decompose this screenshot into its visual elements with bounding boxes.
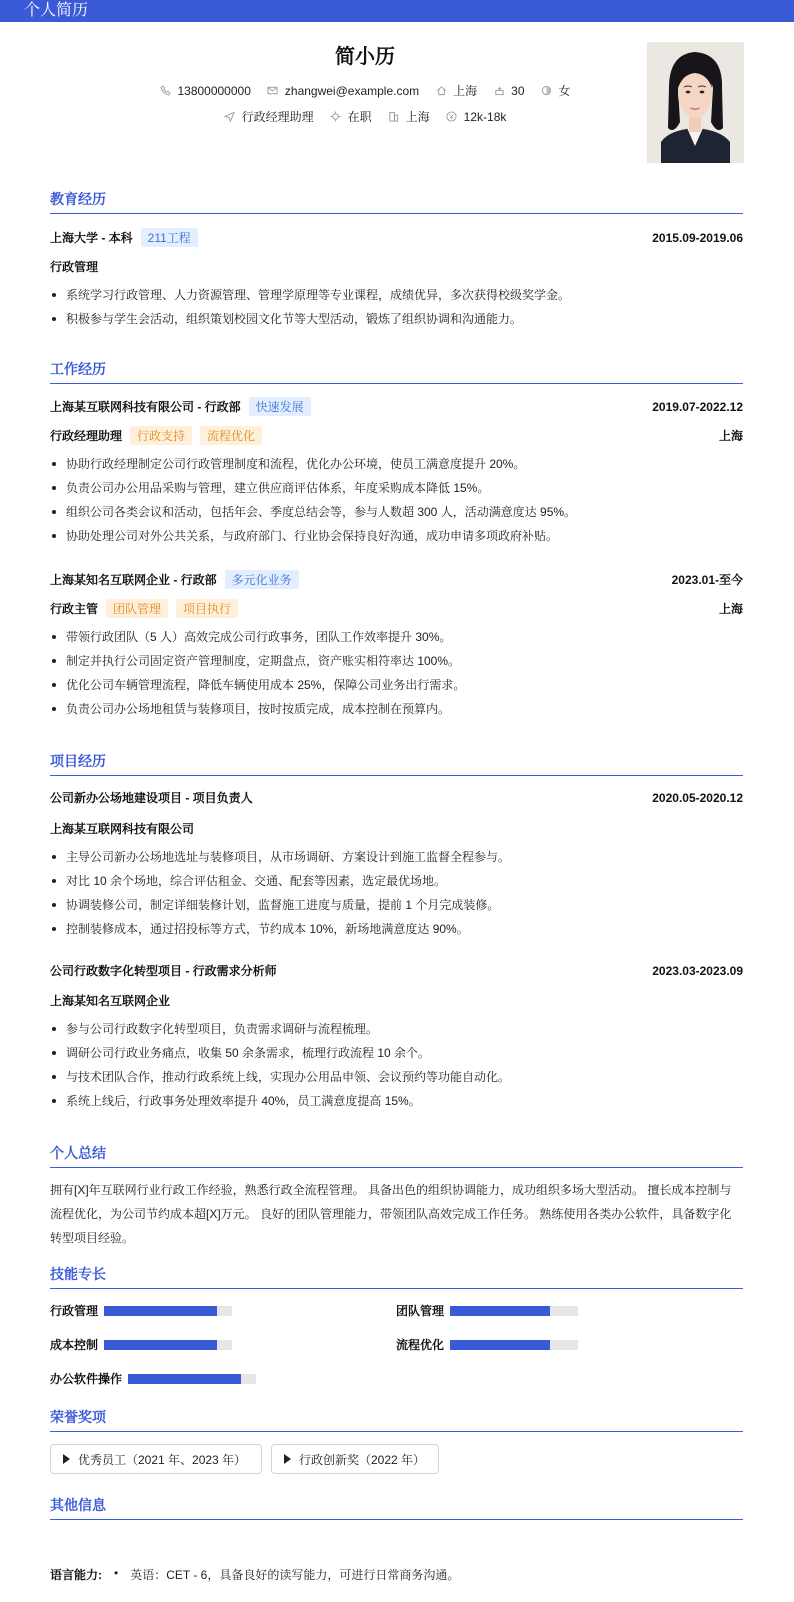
header-title: 个人简历	[24, 2, 89, 19]
project-bullets-1	[50, 845, 743, 941]
section-awards-title: 荣誉奖项	[50, 1407, 743, 1432]
skill-item	[50, 1302, 232, 1319]
language-row	[50, 1566, 459, 1583]
contact-row	[0, 82, 730, 99]
work-header-2	[50, 570, 743, 589]
section-skills-title: 技能专长	[50, 1264, 743, 1289]
skill-bar-fill	[450, 1306, 550, 1316]
list-item: 负责公司办公场地租赁与装修项目，按时按质完成，成本控制在预算内。	[50, 697, 743, 721]
skill-bar-fill	[104, 1340, 217, 1350]
skill-bar	[450, 1340, 578, 1350]
project-company: 上海某知名互联网企业	[50, 994, 171, 1008]
skill-name: 流程优化	[396, 1338, 445, 1352]
list-item: 主导公司新办公场地选址与装修项目，从市场调研、方案设计到施工监督全程参与。	[50, 845, 743, 869]
section-summary-title: 个人总结	[50, 1143, 743, 1168]
home-icon	[435, 85, 447, 97]
list-item: 负责公司办公用品采购与管理，建立供应商评估体系，年度采购成本降低 15%。	[50, 476, 743, 500]
role-tag: 行政支持	[130, 426, 192, 445]
send-icon	[224, 111, 236, 123]
company-tag: 快速发展	[249, 397, 311, 416]
list-item: 对比 10 余个场地，综合评估租金、交通、配套等因素，选定最优场地。	[50, 869, 743, 893]
triangle-right-icon	[63, 1454, 70, 1464]
profile-name: 简小历	[335, 46, 395, 68]
award-item[interactable]	[50, 1444, 262, 1474]
language-value: 英语：CET - 6，具备良好的读写能力，可进行日常商务沟通。	[130, 1568, 460, 1582]
skill-bar	[128, 1374, 256, 1384]
project-date: 2023.03-2023.09	[652, 963, 743, 978]
skill-bar	[104, 1340, 232, 1350]
skill-name: 团队管理	[396, 1304, 445, 1318]
award-item[interactable]	[271, 1444, 439, 1474]
profile-photo	[647, 42, 744, 163]
list-item: 协调装修公司，制定详细装修计划，监督施工进度与质量，提前 1 个月完成装修。	[50, 893, 743, 917]
company-tag: 多元化业务	[225, 570, 299, 589]
language-label: 语言能力:	[50, 1568, 102, 1582]
top-bar	[0, 0, 794, 22]
list-item: 调研公司行政业务痛点，收集 50 余条需求，梳理行政流程 10 余个。	[50, 1041, 743, 1065]
skill-item	[50, 1336, 232, 1353]
age-icon	[493, 85, 505, 97]
education-major: 行政管理	[50, 260, 99, 274]
role-tag: 流程优化	[200, 426, 262, 445]
list-item: 组织公司各类会议和活动，包括年会、季度总结会等，参与人数超 300 人，活动满意度达 95%。	[50, 500, 743, 524]
skill-item	[396, 1336, 578, 1353]
work-bullets-2	[50, 625, 743, 721]
company-name: 上海某知名互联网企业 - 行政部	[50, 573, 217, 587]
summary-line: 流程优化，为公司节约成本超[X]万元。 良好的团队管理能力，带领团队高效完成工作任务。 熟练使用各类办公软件，具备数字化	[50, 1207, 732, 1221]
age-text: 30	[511, 83, 525, 98]
list-item: 优化公司车辆管理流程，降低车辆使用成本 25%，保障公司业务出行需求。	[50, 673, 743, 697]
education-header	[50, 228, 743, 247]
section-education-title: 教育经历	[50, 189, 743, 214]
company-name: 上海某互联网科技有限公司 - 行政部	[50, 400, 241, 414]
project-bullets-2	[50, 1017, 743, 1113]
section-projects-title: 项目经历	[50, 751, 743, 776]
award-label: 优秀员工（2021 年、2023 年）	[78, 1452, 247, 1467]
status-text: 在职	[347, 110, 372, 124]
role-name: 行政主管	[50, 602, 99, 616]
work-city: 上海	[718, 602, 743, 616]
skill-name: 行政管理	[50, 1304, 99, 1318]
skill-name: 成本控制	[50, 1338, 99, 1352]
location-text: 上海	[453, 84, 478, 98]
work-city: 上海	[718, 429, 743, 443]
section-work-title: 工作经历	[50, 359, 743, 384]
status-icon	[330, 111, 342, 123]
work-role-1	[50, 426, 743, 445]
list-item: 协助行政经理制定公司行政管理制度和流程，优化办公环境，使员工满意度提升 20%。	[50, 452, 743, 476]
skill-bar-fill	[128, 1374, 241, 1384]
list-item: 参与公司行政数字化转型项目，负责需求调研与流程梳理。	[50, 1017, 743, 1041]
project-date: 2020.05-2020.12	[652, 790, 743, 805]
list-item: 系统上线后，行政事务处理效率提升 40%，员工满意度提高 15%。	[50, 1089, 743, 1113]
project-header-2	[50, 962, 743, 979]
list-item: 系统学习行政管理、人力资源管理、管理学原理等专业课程，成绩优异，多次获得校级奖学金。	[50, 283, 743, 307]
work-bullets-1	[50, 452, 743, 548]
phone-icon	[159, 85, 171, 97]
skill-bar-fill	[450, 1340, 550, 1350]
mail-icon	[267, 85, 279, 97]
email-text: zhangwei@example.com	[284, 83, 420, 98]
summary-line: 转型项目经验。	[50, 1231, 135, 1245]
role-tag: 团队管理	[106, 599, 168, 618]
list-item: 控制装修成本，通过招投标等方式，节约成本 10%，新场地满意度达 90%。	[50, 917, 743, 941]
award-label: 行政创新奖（2022 年）	[299, 1452, 426, 1467]
section-other-title: 其他信息	[50, 1495, 743, 1520]
role-tag: 项目执行	[176, 599, 238, 618]
school-name: 上海大学 - 本科	[50, 231, 133, 245]
work-role-2	[50, 599, 743, 618]
skill-bar	[104, 1306, 232, 1316]
education-date: 2015.09-2019.06	[652, 230, 743, 245]
money-icon	[446, 111, 458, 123]
work-date: 2023.01-至今	[671, 573, 743, 587]
summary-text	[50, 1178, 743, 1250]
education-bullets	[50, 283, 743, 331]
project-title: 公司行政数字化转型项目 - 行政需求分析师	[50, 964, 277, 978]
project-header-1	[50, 789, 743, 806]
building-icon	[388, 111, 400, 123]
list-item: 与技术团队合作，推动行政系统上线，实现办公用品申领、会议预约等功能自动化。	[50, 1065, 743, 1089]
list-item: 带领行政团队（5 人）高效完成公司行政事务，团队工作效率提升 30%。	[50, 625, 743, 649]
skill-name: 办公软件操作	[50, 1372, 123, 1386]
skill-item	[50, 1370, 256, 1387]
list-item: 协助处理公司对外公共关系，与政府部门、行业协会保持良好沟通，成功申请多项政府补贴。	[50, 524, 743, 548]
language-bullet: •	[114, 1566, 119, 1580]
project-company: 上海某互联网科技有限公司	[50, 822, 195, 836]
job-row	[0, 108, 730, 125]
triangle-right-icon	[284, 1454, 291, 1464]
gender-icon	[541, 85, 553, 97]
school-tag: 211工程	[141, 228, 198, 247]
gender-text: 女	[558, 84, 571, 98]
role-name: 行政经理助理	[50, 429, 123, 443]
skill-bar	[450, 1306, 578, 1316]
list-item: 制定并执行公司固定资产管理制度，定期盘点，资产账实相符率达 100%。	[50, 649, 743, 673]
skill-bar-fill	[104, 1306, 217, 1316]
work-date: 2019.07-2022.12	[652, 399, 743, 414]
target-city-text: 上海	[405, 110, 430, 124]
phone-text: 13800000000	[177, 83, 251, 98]
salary-text: 12k-18k	[463, 109, 507, 124]
summary-line: 拥有[X]年互联网行业行政工作经验，熟悉行政全流程管理。 具备出色的组织协调能力，成功组织多场大型活动。 擅长成本控制与	[50, 1183, 732, 1197]
position-text: 行政经理助理	[241, 110, 314, 124]
work-header-1	[50, 397, 743, 416]
list-item: 积极参与学生会活动，组织策划校园文化节等大型活动，锻炼了组织协调和沟通能力。	[50, 307, 743, 331]
skill-item	[396, 1302, 578, 1319]
project-title: 公司新办公场地建设项目 - 项目负责人	[50, 791, 253, 805]
